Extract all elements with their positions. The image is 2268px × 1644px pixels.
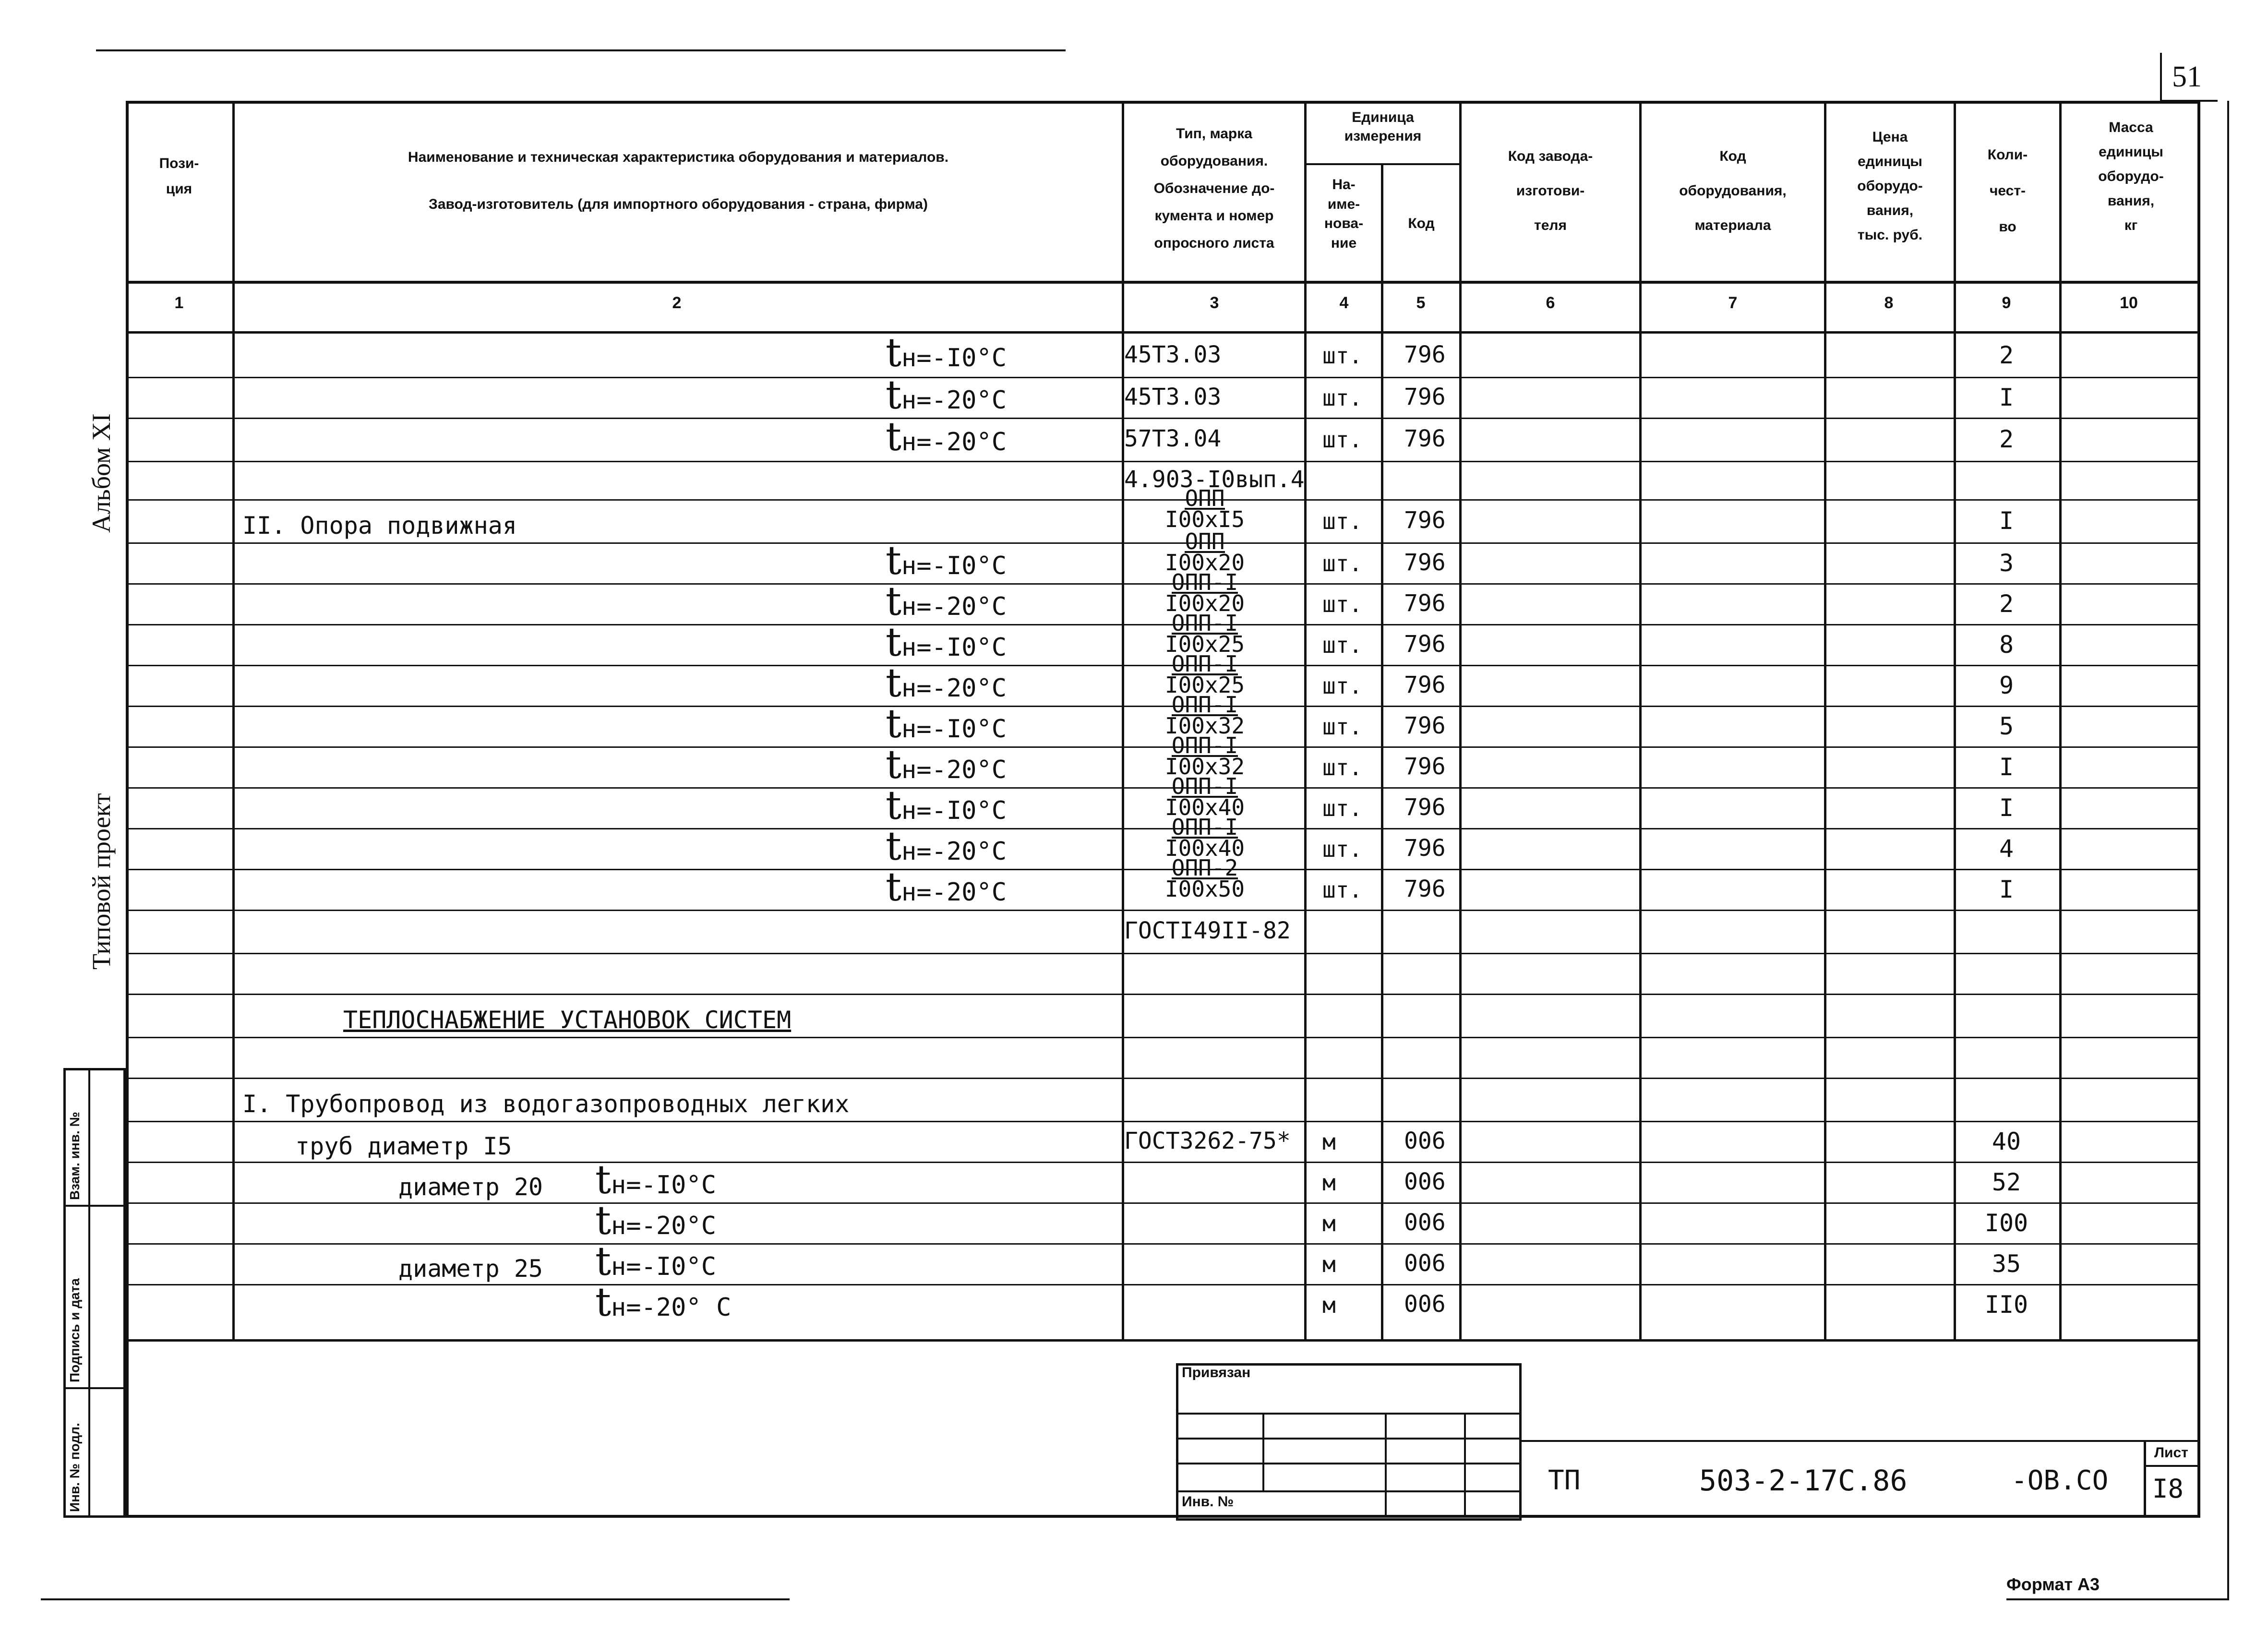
- right-frame: [2227, 101, 2229, 1598]
- temperature-value: н=-I0°C: [901, 714, 1007, 744]
- temperature-symbol: t: [595, 1198, 611, 1244]
- col-line: [1954, 101, 1956, 1340]
- temperature-value: н=-20°C: [901, 837, 1007, 866]
- row-temperature: [886, 660, 1007, 706]
- fraction-denominator: I00х25: [1164, 672, 1245, 698]
- row-separator: [126, 377, 2200, 378]
- row-type: ГОСТI49II-82: [1124, 917, 1291, 944]
- col-line: [2059, 101, 2062, 1340]
- temperature-symbol: t: [595, 1238, 611, 1284]
- fraction-denominator: I00хI5: [1164, 506, 1245, 532]
- page-number-box-left: [2160, 53, 2162, 101]
- fraction-numerator: ОПП-I: [1171, 651, 1238, 677]
- temperature-symbol: t: [595, 1279, 611, 1325]
- col-line: [1381, 163, 1383, 1340]
- temperature-value: н=-I0°C: [901, 344, 1007, 372]
- fraction-denominator: I00х40: [1164, 835, 1245, 861]
- row-unit-code: 796: [1404, 507, 1446, 534]
- side-stamp-sep-1: [63, 1205, 126, 1207]
- row-unit: шт.: [1322, 550, 1363, 576]
- temperature-value: н=-I0°C: [901, 551, 1007, 580]
- row-separator: [126, 1202, 2200, 1204]
- side-stamp-replaced-inv: Взам. инв. №: [67, 1112, 82, 1200]
- row-unit-code: 796: [1404, 753, 1446, 780]
- row-quantity: II0: [1984, 1290, 2028, 1319]
- temperature-value: н=-20°C: [901, 428, 1007, 456]
- row-type-fraction: [1152, 569, 1258, 616]
- title-block-top: [1522, 1440, 2200, 1442]
- row-separator: [126, 994, 2200, 995]
- row-unit-code: 796: [1404, 549, 1446, 576]
- row-unit-code: 796: [1404, 425, 1446, 452]
- attached-line: [1176, 1463, 1522, 1464]
- header-unit: Единица измерения: [1344, 109, 1422, 144]
- row-name: диаметр 20: [398, 1173, 543, 1201]
- col-line: [232, 101, 235, 1340]
- row-unit-code: 796: [1404, 793, 1446, 821]
- colnum-1: 1: [174, 294, 184, 312]
- margin-project: Типовой проект: [87, 793, 116, 970]
- header-position: Пози- ция: [159, 156, 199, 197]
- temperature-symbol: t: [886, 742, 901, 788]
- row-temperature: [886, 619, 1007, 665]
- row-type-fraction: [1152, 651, 1258, 698]
- row-unit-code: 006: [1404, 1127, 1446, 1154]
- row-separator: [126, 1078, 2200, 1079]
- row-separator: [126, 418, 2200, 419]
- temperature-symbol: t: [886, 578, 901, 624]
- right-frame-bottom: [2006, 1598, 2229, 1600]
- attached-col: [1262, 1413, 1264, 1490]
- row-name: труб диаметр I5: [295, 1132, 512, 1160]
- header-factory-code: Код завода- изготови- теля: [1508, 148, 1593, 233]
- row-separator: [126, 1243, 2200, 1245]
- header-mass: Масса единицы оборудо- вания, кг: [2098, 120, 2164, 233]
- temperature-symbol: t: [886, 782, 901, 828]
- row-unit-code: 006: [1404, 1290, 1446, 1318]
- temperature-value: н=-20°C: [901, 673, 1007, 703]
- row-separator: [126, 910, 2200, 911]
- temperature-symbol: t: [595, 1157, 611, 1203]
- row-type-fraction: [1152, 732, 1258, 780]
- temperature-symbol: t: [886, 372, 901, 418]
- document-number: 503-2-17С.86: [1699, 1464, 1908, 1498]
- fraction-denominator: I00х50: [1164, 876, 1245, 902]
- row-unit: м: [1322, 1210, 1336, 1236]
- row-unit: шт.: [1322, 632, 1363, 658]
- row-type: 45Т3.03: [1124, 341, 1222, 368]
- row-quantity: 2: [1999, 341, 2014, 369]
- colnum-7: 7: [1728, 294, 1738, 312]
- header-price: Цена единицы оборудо- вания, тыс. руб.: [1857, 129, 1923, 243]
- temperature-value: н=-20°C: [901, 385, 1007, 415]
- fraction-numerator: ОПП-I: [1171, 814, 1238, 840]
- colnum-8: 8: [1884, 294, 1894, 312]
- colnum-4: 4: [1339, 294, 1349, 312]
- header-type: Тип, марка оборудования. Обозначение до- кумента и номер опросного листа: [1153, 126, 1275, 251]
- row-name: ТЕПЛОСНАБЖЕНИЕ УСТАНОВОК СИСТЕМ: [343, 1006, 792, 1034]
- row-type-fraction: [1152, 528, 1258, 576]
- row-unit: шт.: [1322, 876, 1363, 903]
- row-unit-code: 006: [1404, 1209, 1446, 1236]
- row-unit-code: 796: [1404, 383, 1446, 410]
- row-quantity: I: [1999, 753, 2014, 781]
- fraction-denominator: I00х25: [1164, 631, 1245, 657]
- row-unit: м: [1322, 1292, 1336, 1318]
- page-number: 51: [2172, 60, 2202, 93]
- col-line: [1122, 101, 1124, 1340]
- row-quantity: I: [1999, 793, 2014, 822]
- row-type-fraction: [1152, 773, 1258, 820]
- row-temperature: [595, 1157, 717, 1203]
- fraction-denominator: I00х20: [1164, 550, 1245, 576]
- row-unit-code: 006: [1404, 1168, 1446, 1195]
- table-bottom: [126, 1339, 2200, 1342]
- header-bottom: [126, 281, 2200, 284]
- row-unit: м: [1322, 1169, 1336, 1196]
- temperature-value: н=-20°C: [901, 877, 1007, 907]
- side-stamp-sep-2: [63, 1387, 126, 1389]
- attached-label: Привязан: [1182, 1365, 1251, 1380]
- row-temperature: [886, 372, 1007, 418]
- colnum-5: 5: [1416, 294, 1426, 312]
- row-unit: м: [1322, 1251, 1336, 1277]
- row-temperature: [595, 1279, 732, 1325]
- row-quantity: 52: [1992, 1168, 2021, 1196]
- row-unit: шт.: [1322, 795, 1363, 821]
- row-unit-code: 006: [1404, 1249, 1446, 1277]
- row-temperature: [886, 578, 1007, 624]
- row-quantity: I: [1999, 383, 2014, 411]
- fraction-numerator: ОПП-I: [1171, 692, 1238, 718]
- attached-col: [1385, 1413, 1387, 1518]
- row-unit-code: 796: [1404, 875, 1446, 902]
- inv-no-label: Инв. №: [1182, 1494, 1234, 1510]
- row-quantity: 4: [1999, 834, 2014, 863]
- fraction-denominator: I00х40: [1164, 794, 1245, 820]
- row-type-fraction: [1152, 692, 1258, 739]
- row-type: 4.903-I0вып.4: [1124, 466, 1305, 493]
- row-type-fraction: [1152, 485, 1258, 532]
- row-quantity: 2: [1999, 425, 2014, 453]
- top-rule: [96, 49, 1066, 51]
- attached-col: [1464, 1413, 1466, 1518]
- row-unit: шт.: [1322, 713, 1363, 740]
- sheet-number: I8: [2152, 1474, 2184, 1504]
- sheet-label: Лист: [2154, 1445, 2188, 1461]
- row-quantity: 9: [1999, 671, 2014, 699]
- row-temperature: [886, 330, 1007, 376]
- row-separator: [126, 1037, 2200, 1038]
- row-unit: шт.: [1322, 591, 1363, 617]
- row-type: 45Т3.03: [1124, 383, 1222, 410]
- row-unit-code: 796: [1404, 671, 1446, 698]
- colnum-3: 3: [1210, 294, 1219, 312]
- row-separator: [126, 1284, 2200, 1285]
- bottom-rule: [41, 1598, 790, 1600]
- row-quantity: 40: [1992, 1127, 2021, 1155]
- row-unit: шт.: [1322, 672, 1363, 699]
- row-unit-code: 796: [1404, 589, 1446, 617]
- row-quantity: 3: [1999, 549, 2014, 577]
- row-type: ГОСТ3262-75*: [1124, 1127, 1291, 1154]
- row-temperature: [886, 414, 1007, 460]
- fraction-numerator: ОПП-I: [1171, 610, 1238, 636]
- fraction-numerator: ОПП-I: [1171, 773, 1238, 799]
- colnum-9: 9: [2002, 294, 2011, 312]
- header-unit-name: На- име- нова- ние: [1324, 177, 1364, 251]
- temperature-symbol: t: [886, 701, 901, 747]
- format-label: Формат А3: [2006, 1574, 2100, 1594]
- row-temperature: [886, 782, 1007, 828]
- temperature-symbol: t: [886, 538, 901, 584]
- col-line: [1824, 101, 1826, 1340]
- row-type-fraction: [1152, 814, 1258, 861]
- row-temperature: [886, 538, 1007, 584]
- row-unit: шт.: [1322, 754, 1363, 780]
- row-unit: шт.: [1322, 836, 1363, 862]
- row-separator: [126, 1162, 2200, 1163]
- temperature-symbol: t: [886, 330, 901, 376]
- fraction-denominator: I00х32: [1164, 754, 1245, 780]
- row-unit-code: 796: [1404, 834, 1446, 862]
- fraction-denominator: I00х32: [1164, 713, 1245, 739]
- header-equipment-code: Код оборудования, материала: [1679, 148, 1787, 233]
- row-quantity: 2: [1999, 589, 2014, 618]
- row-temperature: [886, 823, 1007, 869]
- temperature-value: н=-I0°C: [611, 1252, 717, 1281]
- row-separator: [126, 1121, 2200, 1122]
- row-quantity: 35: [1992, 1249, 2021, 1278]
- attached-line: [1176, 1413, 1522, 1415]
- row-temperature: [886, 701, 1007, 747]
- colnum-2: 2: [672, 294, 682, 312]
- row-name: I. Трубопровод из водогазопроводных легких: [242, 1090, 850, 1118]
- temperature-symbol: t: [886, 414, 901, 460]
- row-type-fraction: [1152, 855, 1258, 902]
- title-tp: ТП: [1548, 1465, 1581, 1496]
- row-name: диаметр 25: [398, 1254, 543, 1283]
- temperature-value: н=-I0°C: [611, 1170, 717, 1200]
- row-quantity: I00: [1984, 1209, 2028, 1237]
- row-unit: шт.: [1322, 427, 1363, 453]
- fraction-numerator: ОПП-2: [1171, 855, 1238, 881]
- row-name: II. Опора подвижная: [242, 512, 517, 540]
- colnum-10: 10: [2120, 294, 2138, 312]
- row-unit: шт.: [1322, 508, 1363, 534]
- side-stamp-signature-date: Подпись и дата: [67, 1278, 82, 1382]
- fraction-numerator: ОПП-I: [1171, 732, 1238, 758]
- col-line: [1459, 101, 1462, 1340]
- col-line: [1304, 101, 1307, 1340]
- document-suffix: -ОВ.СО: [2011, 1465, 2109, 1496]
- row-temperature: [595, 1198, 717, 1244]
- temperature-value: н=-20° C: [611, 1293, 732, 1322]
- row-unit-code: 796: [1404, 341, 1446, 368]
- row-temperature: [595, 1238, 717, 1284]
- temperature-symbol: t: [886, 619, 901, 665]
- row-type: 57Т3.04: [1124, 425, 1222, 452]
- header-name-line2: Завод-изготовитель (для импортного оборудования - страна, фирма): [429, 196, 928, 212]
- row-quantity: 8: [1999, 630, 2014, 659]
- row-type-fraction: [1152, 610, 1258, 657]
- margin-album: Альбом XI: [87, 413, 116, 533]
- row-unit: шт.: [1322, 384, 1363, 411]
- row-separator: [126, 461, 2200, 462]
- row-unit-code: 796: [1404, 712, 1446, 739]
- temperature-symbol: t: [886, 864, 901, 910]
- temperature-value: н=-20°C: [901, 592, 1007, 621]
- attached-line: [1176, 1490, 1522, 1492]
- row-quantity: I: [1999, 507, 2014, 535]
- row-temperature: [886, 864, 1007, 910]
- header-unit-code: Код: [1408, 216, 1435, 231]
- unit-subheader-line: [1304, 163, 1462, 165]
- row-unit-code: 796: [1404, 630, 1446, 658]
- side-stamp-inv-orig: Инв. № подл.: [67, 1423, 82, 1512]
- row-unit: м: [1322, 1128, 1336, 1155]
- colnum-bottom: [126, 331, 2200, 334]
- header-name-line1: Наименование и техническая характеристика оборудования и материалов.: [408, 149, 949, 165]
- temperature-value: н=-I0°C: [901, 796, 1007, 825]
- sheet-box-line: [2144, 1465, 2200, 1467]
- row-unit: шт.: [1322, 343, 1363, 369]
- temperature-value: н=-20°C: [611, 1211, 717, 1240]
- side-stamp-divider: [88, 1068, 90, 1518]
- temperature-symbol: t: [886, 823, 901, 869]
- row-temperature: [886, 742, 1007, 788]
- header-quantity: Коли- чест- во: [1987, 147, 2028, 235]
- colnum-6: 6: [1546, 294, 1555, 312]
- temperature-symbol: t: [886, 660, 901, 706]
- temperature-value: н=-I0°C: [901, 633, 1007, 662]
- col-line: [1639, 101, 1642, 1340]
- row-quantity: I: [1999, 875, 2014, 903]
- row-separator: [126, 953, 2200, 954]
- fraction-denominator: I00х20: [1164, 590, 1245, 616]
- fraction-numerator: ОПП-I: [1171, 569, 1238, 595]
- temperature-value: н=-20°C: [901, 755, 1007, 784]
- row-quantity: 5: [1999, 712, 2014, 740]
- fraction-numerator: ОПП: [1185, 528, 1225, 554]
- fraction-numerator: ОПП: [1185, 485, 1225, 511]
- attached-line: [1176, 1438, 1522, 1440]
